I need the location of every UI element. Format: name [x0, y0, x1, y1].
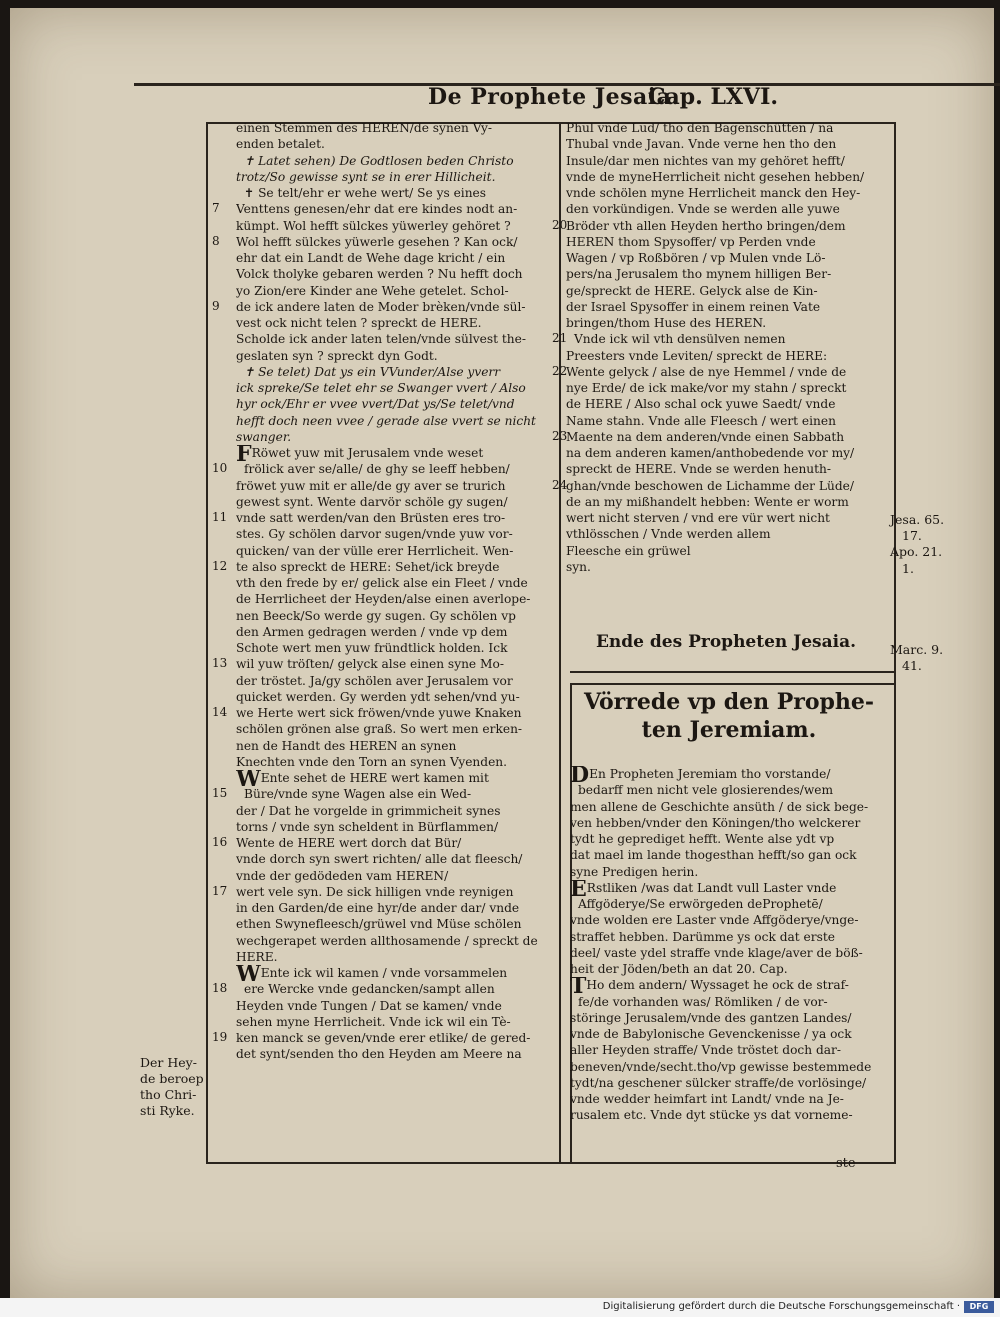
text-line: ✝ Se telet) Dat ys ein VVunder/Alse yverr	[244, 364, 501, 379]
text-line: stes. Gy schölen darvor sugen/vnde yuw vor-	[236, 527, 513, 542]
text-line	[570, 880, 882, 896]
text-line: ven hebben/vnder den Köningen/tho welckerer	[570, 815, 861, 830]
text-line: vnde de Babylonische Gevenckenisse / ya ock	[570, 1027, 852, 1041]
text-line: Knechten vnde den Torn an synen Vyenden.	[236, 754, 508, 769]
margin-note-line: Der Hey-	[140, 1055, 197, 1070]
drop-initial: D	[570, 766, 590, 783]
text-line: hyr ock/Ehr er vvee vvert/Dat ys/Se telet/vnd	[236, 397, 515, 412]
margin-reference: Marc. 9.	[890, 641, 944, 657]
text-line: vnde satt werden/van den Brüsten eres tro-	[236, 511, 506, 525]
text-line: sehen myne Herrlicheit. Vnde ick wil ein Tè-	[236, 1014, 511, 1029]
text-line	[236, 445, 548, 461]
text-line: nye Erde/ de ick make/vor my stahn / spreckt	[566, 381, 847, 395]
text-line: Wente gelyck / alse de nye Hemmel / vnde de	[566, 364, 847, 379]
preface-title-line1: Vörrede vp den Prophe-	[583, 689, 875, 715]
text-line: nen de Handt des HEREN an synen	[236, 738, 457, 753]
dfg-logo-icon: DFG	[964, 1301, 994, 1313]
text-line: aller Heyden straffe/ Vnde tröstet doch dar-	[570, 1043, 841, 1058]
text-line: Phul vnde Lud/ tho den Bagenschütten / na	[566, 121, 834, 135]
digitization-footer	[0, 1298, 1000, 1317]
text-line: nen Beeck/So werde gy sugen. Gy schölen vp	[236, 608, 516, 623]
text-line: ehr dat ein Landt de Wehe dage kricht / ein	[236, 251, 506, 265]
text-line: de ick andere laten de Moder brèken/vnde sül-	[236, 299, 526, 314]
text-line: deel/ vaste ydel straffe vnde klage/aver de böß-	[570, 945, 863, 960]
verse-number: 10	[212, 461, 228, 476]
text-line: tydt/na geschener sülcker straffe/de vorlösinge/	[570, 1075, 867, 1090]
text-line: vnde wolden ere Laster vnde Affgöderye/vnge-	[570, 913, 859, 928]
text-line: enden betalet.	[236, 137, 325, 152]
preface-box-top	[570, 683, 894, 685]
drop-initial: E	[570, 879, 587, 896]
verse-number: 12	[212, 558, 228, 573]
verse-number: 13	[212, 656, 228, 671]
text-line: Schote wert men yuw fründtlick holden. Ick	[236, 641, 508, 655]
text-line: fe/de vorhanden was/ Römliken / de vor-	[578, 994, 828, 1009]
text-line: schölen grönen alse graß. So wert men erken-	[236, 722, 523, 737]
text-line: pers/na Jerusalem tho mynem hilligen Ber-	[566, 267, 832, 282]
text-line: Affgöderye/Se erwörgeden deProphetē/	[578, 897, 823, 911]
text-line: ere Wercke vnde gedancken/sampt allen	[244, 982, 495, 997]
text-line: Wol hefft sülckes yüwerle gesehen ? Kan ock/	[236, 234, 518, 249]
text-line: vnde de myneHerrlicheit nicht gesehen hebben/	[566, 169, 865, 184]
text-line: hefft doch neen vvee / gerade alse vvert se nicht	[236, 413, 536, 428]
preface-title	[574, 688, 884, 744]
verse-number: 15	[212, 786, 228, 801]
text-line	[236, 965, 548, 981]
text-line: Insule/dar men nichtes van my gehöret hefft/	[566, 153, 845, 168]
verse-number: 8	[212, 233, 220, 248]
margin-reference: Apo. 21.	[890, 544, 943, 560]
text-line: Vnde ick wil vth densülven nemen	[574, 332, 786, 347]
catchword: ste	[836, 1156, 856, 1171]
text-line: der tröstet. Ja/gy schölen aver Jerusalem vor	[236, 673, 513, 688]
frame-left-line	[206, 122, 208, 1164]
text-line: trotz/So gewisse synt se in erer Hillicheit.	[236, 169, 496, 184]
preface-text	[570, 766, 882, 1124]
text-line: Maente na dem anderen/vnde einen Sabbath	[566, 429, 845, 444]
verse-number: 14	[212, 705, 228, 719]
text-line: wert nicht sterven / vnd ere vür wert nicht	[566, 511, 830, 525]
verse-number: 19	[212, 1030, 228, 1044]
text-line: Wente de HERE wert dorch dat Bür/	[236, 836, 462, 850]
left-margin-note	[140, 1055, 204, 1119]
text-line: det synt/senden tho den Heyden am Meere na	[236, 1047, 522, 1062]
margin-reference: 1.	[902, 560, 914, 576]
text-line: dat mael im lande thogesthan hefft/so gan ock	[570, 848, 857, 863]
drop-initial: W	[236, 965, 261, 982]
verse-number: 7	[212, 201, 220, 216]
text-line: vnde wedder heimfart int Landt/ vnde na Je-	[570, 1092, 844, 1106]
text-line: quicken/ van der vülle erer Herrlicheit. Wen-	[236, 543, 514, 558]
line-text: Röwet yuw mit Jerusalem vnde weset	[251, 446, 484, 460]
text-line: der / Dat he vorgelde in grimmicheit synes	[236, 803, 501, 818]
line-text: Rstliken /was dat Landt vull Laster vnde	[586, 880, 837, 895]
drop-initial: T	[570, 977, 587, 994]
text-line: Heyden vnde Tungen / Dat se kamen/ vnde	[236, 998, 502, 1013]
verse-number: 22	[552, 363, 568, 378]
margin-note-line: de beroep	[140, 1071, 204, 1086]
line-text: Ente ick wil kamen / vnde vorsammelen	[260, 966, 508, 980]
text-line: ick spreke/Se telet ehr se Swanger vvert / Also	[236, 381, 526, 395]
text-line: heit der Jöden/beth an dat 20. Cap.	[570, 962, 788, 976]
text-line	[570, 766, 882, 782]
text-line: wechgerapet werden allthosamende / spreckt de	[236, 933, 538, 948]
running-title: De Prophete Jesaia.	[428, 84, 680, 110]
text-line: geslaten syn ? spreckt dyn Godt.	[236, 348, 438, 363]
margin-reference: Jesa. 65.	[890, 511, 945, 527]
line-text: Ho dem andern/ Wyssaget he ock de straf-	[586, 978, 849, 993]
text-line: Scholde ick ander laten telen/vnde sülvest the-	[236, 332, 526, 347]
text-line: den vorkündigen. Vnde se werden alle yuwe	[566, 202, 840, 217]
verse-number: 16	[212, 835, 228, 849]
verse-number: 9	[212, 298, 220, 313]
text-line: HERE.	[236, 949, 278, 964]
text-line: vest ock nicht telen ? spreckt de HERE.	[236, 316, 482, 330]
text-line: ghan/vnde beschowen de Lichamme der Lüde/	[566, 478, 854, 493]
text-line: ✝ Latet sehen) De Godtlosen beden Christo	[244, 153, 514, 168]
text-line: straffet hebben. Darümme ys ock dat erste	[570, 929, 835, 944]
line-text: En Propheten Jeremiam tho vorstande/	[589, 767, 831, 781]
text-line: Thubal vnde Javan. Vnde verne hen tho den	[566, 137, 837, 152]
right-text-column	[566, 120, 882, 575]
text-line: de Herrlicheet der Heyden/alse einen averlope-	[236, 592, 531, 607]
text-line	[236, 770, 548, 786]
book-end-heading: Ende des Propheten Jesaia.	[595, 632, 857, 652]
text-line: ✝ Se telt/ehr er wehe wert/ Se ys eines	[244, 186, 487, 200]
text-line: syne Predigen herin.	[570, 864, 699, 879]
verse-number: 24	[552, 477, 568, 492]
verse-number: 18	[212, 981, 228, 996]
text-line: syn.	[566, 559, 591, 574]
text-line: vnde der gedödeden vam HEREN/	[236, 868, 449, 883]
text-line: fröwet yuw mit er alle/de gy aver se trurich	[236, 478, 506, 493]
text-line: den Armen gedragen werden / vnde vp dem	[236, 624, 508, 639]
text-line: te also spreckt de HERE: Sehet/ick breyde	[236, 559, 500, 574]
frame-bottom-line	[206, 1162, 896, 1164]
text-line: we Herte wert sick fröwen/vnde yuwe Knaken	[236, 706, 522, 720]
text-line: frölick aver se/alle/ de ghy se leeff hebben/	[244, 462, 510, 477]
text-line: Wagen / vp Roßbören / vp Mulen vnde Lö-	[566, 251, 826, 265]
column-divider	[559, 122, 561, 1164]
text-line: bedarff men nicht vele glosierendes/wem	[578, 783, 834, 798]
text-line: de HERE / Also schal ock yuwe Saedt/ vnde	[566, 397, 836, 412]
text-line: beneven/vnde/secht.tho/vp gewisse bestemmede	[570, 1059, 872, 1074]
margin-reference: 17.	[902, 528, 922, 543]
drop-initial: F	[236, 445, 252, 462]
margin-note-line: tho Chri-	[140, 1087, 197, 1102]
text-line: der Israel Spysoffer in einem reinen Vate	[566, 299, 821, 314]
verse-number: 21	[552, 331, 568, 346]
verse-number: 11	[212, 510, 228, 524]
ende-rule	[570, 671, 894, 673]
text-line: men allene de Geschichte ansüth / de sick bege-	[570, 799, 869, 814]
text-line: wert vele syn. De sick hilligen vnde reynigen	[236, 884, 514, 899]
text-line: wil yuw tröſten/ gelyck alse einen syne Mo-	[236, 657, 504, 672]
text-line: spreckt de HERE. Vnde se werden henuth-	[566, 462, 832, 477]
text-line: HEREN thom Spysoffer/ vp Perden vnde	[566, 234, 816, 249]
text-line: quicket werden. Gy werden ydt sehen/vnd yu-	[236, 689, 520, 704]
text-line: swanger.	[236, 429, 292, 444]
drop-initial: W	[236, 770, 261, 787]
text-line: Venttens genesen/ehr dat ere kindes nodt an-	[236, 202, 518, 217]
text-line: bringen/thom Huse des HEREN.	[566, 316, 767, 330]
chapter-heading: Cap. LXVI.	[648, 84, 779, 110]
text-line: torns / vnde syn scheldent in Bürflammen/	[236, 819, 499, 834]
text-line: Fleesche ein grüwel	[566, 543, 691, 558]
text-line: tydt he geprediget hefft. Wente alse ydt vp	[570, 832, 835, 846]
margin-reference: 41.	[902, 658, 922, 673]
text-line: vnde dorch syn swert richten/ alle dat fleesch/	[236, 852, 523, 867]
text-line: Name stahn. Vnde alle Fleesch / wert einen	[566, 413, 836, 428]
text-line: gewest synt. Wente darvör schöle gy sugen/	[236, 494, 508, 509]
line-text: Ente sehet de HERE wert kamen mit	[260, 771, 489, 785]
text-line: kümpt. Wol hefft sülckes yüwerley gehöret ?	[236, 218, 511, 233]
text-line: ethen Swynefleesch/grüwel vnd Müse schölen	[236, 917, 522, 932]
text-line: yo Zion/ere Kinder ane Wehe getelet. Schol-	[236, 283, 509, 298]
verse-number: 17	[212, 883, 228, 898]
text-line: vthlösschen / Vnde werden allem	[566, 527, 771, 542]
text-line: vnde schölen myne Herrlicheit manck den Hey-	[566, 186, 861, 200]
text-line: ge/spreckt de HERE. Gelyck alse de Kin-	[566, 283, 818, 298]
text-line: Bröder vth allen Heyden hertho bringen/dem	[566, 218, 846, 233]
text-line: störinge Jerusalem/vnde des gantzen Landes/	[570, 1010, 852, 1025]
text-line: in den Garden/de eine hyr/de ander dar/ vnde	[236, 901, 520, 915]
verse-number: 23	[552, 428, 568, 443]
text-line: rusalem etc. Vnde dyt stücke ys dat vorneme-	[570, 1108, 853, 1123]
text-line: de an my mißhandelt hebben: Wente er worm	[566, 494, 849, 509]
footer-credit: Digitalisierung gefördert durch die Deutsche Forschungsgemeinschaft ·	[602, 1301, 960, 1312]
text-line: vth den frede by er/ gelick alse ein Fleet / vnde	[236, 576, 528, 590]
left-text-column	[236, 120, 548, 1063]
preface-title-line2: ten Jeremiam.	[641, 717, 817, 743]
text-line: einen Stemmen des HEREN/de synen Vy-	[236, 121, 493, 135]
verse-number: 20	[552, 217, 568, 232]
text-line: ken manck se geven/vnde erer etlike/ de gered-	[236, 1031, 531, 1045]
text-line: na dem anderen kamen/anthobedende vor my/	[566, 446, 855, 460]
text-line: Volck tholyke gebaren werden ? Nu hefft doch	[236, 267, 523, 282]
margin-note-line: sti Ryke.	[140, 1103, 195, 1118]
text-line: Büre/vnde syne Wagen alse ein Wed-	[244, 787, 472, 802]
text-line: Preesters vnde Leviten/ spreckt de HERE:	[566, 348, 828, 363]
text-line	[570, 977, 882, 993]
